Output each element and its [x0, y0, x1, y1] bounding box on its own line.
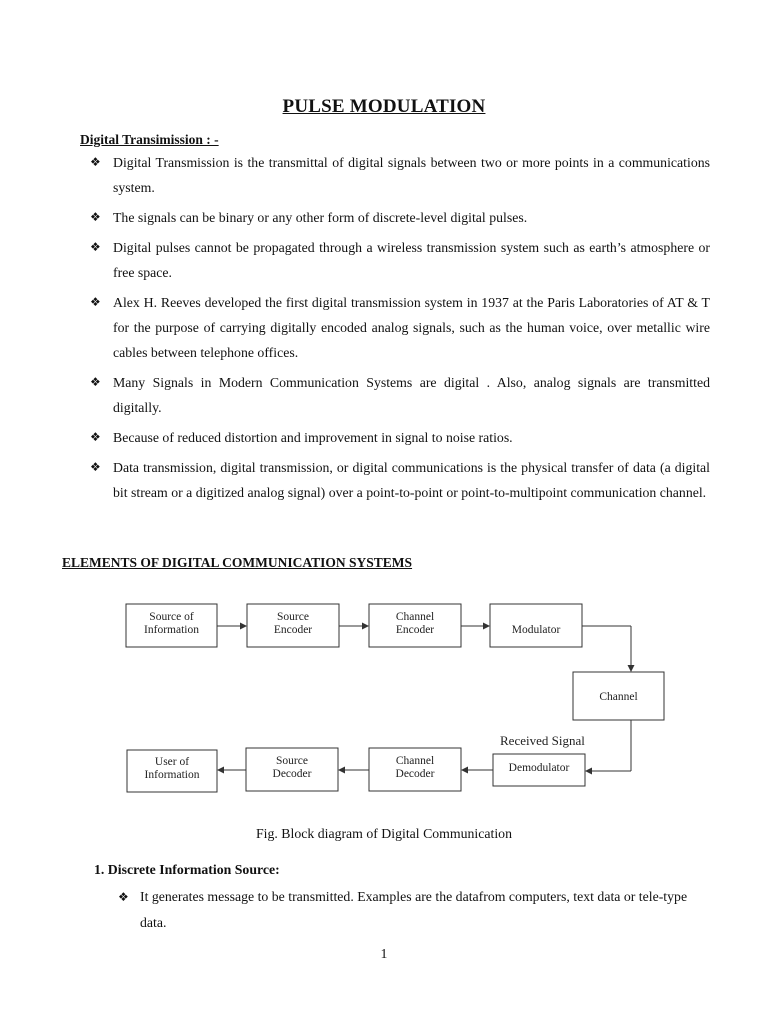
list-item: ❖ Alex H. Reeves developed the first digital transmission system in 1937 at the Paris Laboratories of AT & T for the purpose of carrying digitally encoded analog signals, such as the human voice, over metallic wire cables between telephone offices.	[90, 290, 710, 365]
list-item: ❖ Digital pulses cannot be propagated through a wireless transmission system such as earth’s atmosphere or free space.	[90, 235, 710, 285]
section-heading: Digital Transimission : -	[80, 132, 219, 147]
figure-caption: Fig. Block diagram of Digital Communication	[256, 826, 512, 841]
arrow-head-icon	[461, 767, 468, 774]
bullet-symbol-icon: ❖	[90, 210, 101, 224]
list-item: ❖ It generates message to be transmitted. Examples are the datafrom computers, text data or tele-type data.	[118, 884, 700, 936]
channel-decoder-box	[369, 748, 461, 791]
channel-encoder-box	[369, 604, 461, 647]
arrow-head-icon	[240, 623, 247, 630]
arrow-head-icon	[338, 767, 345, 774]
svg-text:Channel: Channel	[395, 611, 435, 623]
arrow-head-icon	[585, 768, 592, 775]
arrow-head-icon	[217, 767, 224, 774]
bullet-symbol-icon: ❖	[90, 240, 101, 254]
source-of-information-box	[126, 604, 217, 647]
source-encoder-box	[247, 604, 339, 647]
svg-text:Encoder: Encoder	[273, 624, 313, 636]
demodulator-box	[493, 754, 585, 786]
svg-text:Encoder: Encoder	[395, 624, 435, 636]
svg-text:User of: User of	[154, 756, 190, 768]
user-of-information-box	[127, 750, 217, 792]
page-number: 1	[380, 946, 388, 961]
svg-text:Channel: Channel	[599, 691, 638, 703]
arrow-head-icon	[483, 623, 490, 630]
svg-text:Information: Information	[144, 624, 199, 636]
modulator-box	[490, 604, 582, 647]
source-decoder-box	[246, 748, 338, 791]
bullet-symbol-icon: ❖	[90, 155, 101, 169]
bullet-symbol-icon: ❖	[118, 890, 129, 904]
svg-text:Channel: Channel	[395, 755, 435, 767]
svg-text:Demodulator: Demodulator	[508, 762, 570, 774]
list-item: ❖ Many Signals in Modern Communication Systems are digital . Also, analog signals are transmitted digitally.	[90, 370, 710, 420]
list-item: ❖ Because of reduced distortion and improvement in signal to noise ratios.	[90, 425, 710, 450]
svg-text:Decoder: Decoder	[272, 768, 312, 780]
list-item: ❖ Data transmission, digital transmission, or digital communications is the physical transfer of data (a digital bit stream or a digitized analog signal) over a point-to-point or point-to-multipoint communication channel.	[90, 455, 710, 505]
svg-text:Source: Source	[276, 755, 308, 767]
list-item: ❖ Digital Transmission is the transmittal of digital signals between two or more points in a communications system.	[90, 150, 710, 200]
page-title: PULSE MODULATION	[282, 96, 486, 117]
bullet-list	[90, 150, 710, 510]
elements-heading: ELEMENTS OF DIGITAL COMMUNICATION SYSTEMS	[62, 555, 413, 570]
svg-text:Source of: Source of	[149, 611, 194, 623]
list-item: ❖ The signals can be binary or any other form of discrete-level digital pulses.	[90, 205, 710, 230]
bullet-symbol-icon: ❖	[90, 430, 101, 444]
svg-text:Information: Information	[144, 769, 200, 781]
svg-text:Decoder: Decoder	[395, 768, 435, 780]
arrow-head-icon	[362, 623, 369, 630]
block-diagram	[0, 590, 768, 805]
numbered-heading: 1. Discrete Information Source:	[94, 862, 280, 877]
arrow-head-icon	[628, 665, 635, 672]
received-signal-label: Received Signal	[500, 733, 585, 748]
bullet-symbol-icon: ❖	[90, 295, 101, 309]
svg-text:Modulator: Modulator	[511, 624, 561, 636]
bullet-symbol-icon: ❖	[90, 460, 101, 474]
svg-text:Source: Source	[277, 611, 309, 623]
bullet-symbol-icon: ❖	[90, 375, 101, 389]
channel-box	[573, 672, 664, 720]
